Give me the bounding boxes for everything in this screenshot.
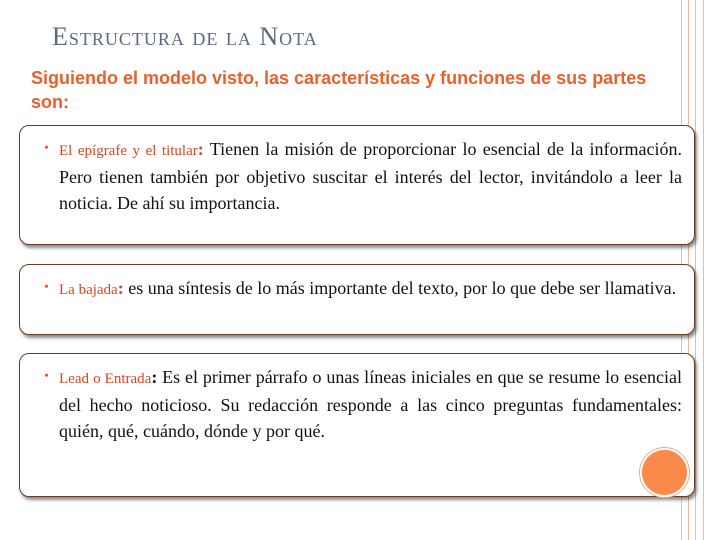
list-item xyxy=(20,354,694,444)
item-colon: : xyxy=(151,367,158,387)
item-term: Lead o Entrada xyxy=(59,371,152,387)
item-term: La bajada xyxy=(59,282,118,298)
item-colon: : xyxy=(197,139,204,159)
list-item xyxy=(20,126,694,216)
content-card-epigrafe xyxy=(19,125,695,245)
item-text: Tienen la misión de proporcionar lo esencial de la información. Pero tienen también por objetivo suscitar el interés del lector, invitándolo a leer la noticia. De ahí su importancia. xyxy=(59,139,683,213)
decorative-rail-line xyxy=(703,0,704,540)
item-text: es una síntesis de lo más importante del texto, por lo que debe ser llamativa. xyxy=(123,278,677,298)
decorative-rail-line xyxy=(695,0,696,540)
bullet-icon: • xyxy=(44,280,49,295)
slide-subtitle: Siguiendo el modelo visto, las características y funciones de sus partes son: xyxy=(31,68,647,112)
item-colon: : xyxy=(117,278,124,298)
content-card-bajada xyxy=(19,264,695,335)
item-text: Es el primer párrafo o unas líneas iniciales en que se resume lo esencial del hecho noticioso. Su redacción responde a las cinco preguntas fundamentales: quién, qué, cuándo, dónde y por qué. xyxy=(59,367,682,441)
bullet-icon: • xyxy=(44,141,49,156)
item-term: El epígrafe y el titular xyxy=(59,143,198,159)
slide-title: Estructura de la Nota xyxy=(52,22,318,51)
decorative-circle-icon xyxy=(640,448,689,497)
content-card-lead xyxy=(19,353,695,497)
list-item xyxy=(20,265,694,303)
bullet-icon: • xyxy=(44,369,49,384)
